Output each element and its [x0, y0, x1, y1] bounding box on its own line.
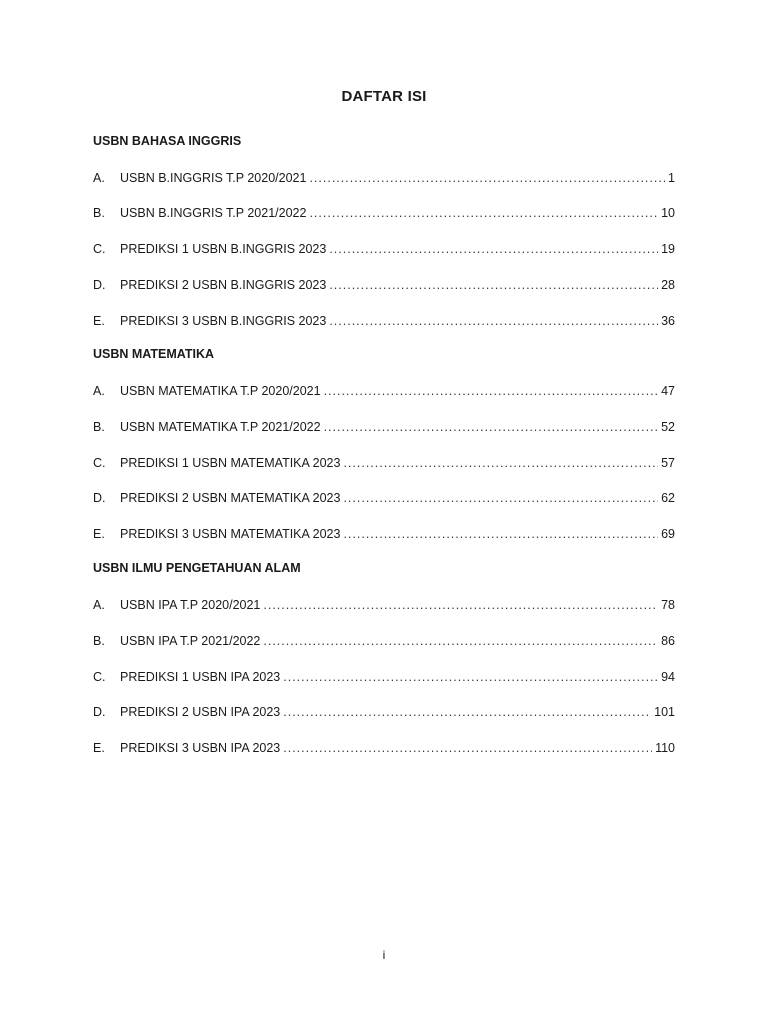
toc-dot-leader [283, 668, 658, 686]
toc-entry-label: PREDIKSI 1 USBN B.INGGRIS 2023 [120, 242, 327, 256]
toc-entry-letter: D. [93, 278, 106, 292]
toc-entry[interactable] [93, 240, 675, 258]
toc-dot-leader [343, 454, 658, 472]
toc-entry-label: USBN IPA T.P 2021/2022 [120, 634, 261, 648]
toc-entry-letter: D. [93, 491, 106, 505]
toc-dot-leader [309, 204, 658, 222]
toc-entry-letter: A. [93, 171, 105, 185]
toc-dot-leader [329, 276, 658, 294]
toc-entry[interactable] [93, 632, 675, 650]
toc-entry-label: USBN MATEMATIKA T.P 2021/2022 [120, 420, 321, 434]
toc-entry-letter: E. [93, 741, 105, 755]
toc-dot-leader [283, 703, 651, 721]
toc-entry[interactable] [93, 703, 675, 721]
toc-entry-label: PREDIKSI 2 USBN IPA 2023 [120, 705, 281, 719]
section-heading-matematika: USBN MATEMATIKA [93, 347, 215, 361]
toc-entry[interactable] [93, 739, 675, 757]
toc-entry-page: 69 [661, 527, 675, 541]
page-number: i [382, 948, 386, 962]
toc-entry-page: 1 [668, 171, 675, 185]
toc-entry[interactable] [93, 382, 675, 400]
section-heading-ipa: USBN ILMU PENGETAHUAN ALAM [93, 561, 301, 575]
toc-entry-letter: B. [93, 420, 105, 434]
toc-entry-page: 94 [661, 670, 675, 684]
toc-entry-letter: C. [93, 456, 106, 470]
toc-entry-letter: C. [93, 670, 106, 684]
toc-entry-label: PREDIKSI 3 USBN MATEMATIKA 2023 [120, 527, 341, 541]
toc-entry-letter: B. [93, 206, 105, 220]
toc-dot-leader [263, 596, 658, 614]
toc-entry-letter: A. [93, 384, 105, 398]
toc-dot-leader [309, 169, 665, 187]
toc-entry[interactable] [93, 204, 675, 222]
toc-entry-label: PREDIKSI 3 USBN IPA 2023 [120, 741, 281, 755]
toc-entry[interactable] [93, 454, 675, 472]
toc-dot-leader [263, 632, 658, 650]
toc-entry-page: 57 [661, 456, 675, 470]
toc-dot-leader [329, 240, 658, 258]
toc-entry-letter: C. [93, 242, 106, 256]
toc-entry-letter: B. [93, 634, 105, 648]
toc-entry-page: 110 [655, 741, 675, 755]
toc-entry-page: 52 [661, 420, 675, 434]
toc-dot-leader [283, 739, 652, 757]
toc-dot-leader [343, 525, 658, 543]
toc-entry-letter: E. [93, 527, 105, 541]
toc-entry[interactable] [93, 312, 675, 330]
toc-entry-page: 101 [654, 705, 675, 719]
toc-entry-letter: A. [93, 598, 105, 612]
toc-entry[interactable] [93, 418, 675, 436]
toc-entry[interactable] [93, 525, 675, 543]
toc-entry[interactable] [93, 668, 675, 686]
toc-entry-label: PREDIKSI 1 USBN MATEMATIKA 2023 [120, 456, 341, 470]
toc-entry-label: USBN B.INGGRIS T.P 2020/2021 [120, 171, 307, 185]
toc-entry[interactable] [93, 169, 675, 187]
toc-entry-label: USBN MATEMATIKA T.P 2020/2021 [120, 384, 321, 398]
toc-entry-label: PREDIKSI 3 USBN B.INGGRIS 2023 [120, 314, 327, 328]
toc-entry-label: USBN IPA T.P 2020/2021 [120, 598, 261, 612]
section-heading-bahasa-inggris: USBN BAHASA INGGRIS [93, 134, 242, 148]
toc-entry-page: 36 [661, 314, 675, 328]
toc-entry-page: 10 [661, 206, 675, 220]
toc-entry[interactable] [93, 489, 675, 507]
page-title: DAFTAR ISI [341, 88, 427, 105]
toc-entry-page: 86 [661, 634, 675, 648]
toc-entry-letter: E. [93, 314, 105, 328]
toc-entry-page: 28 [661, 278, 675, 292]
toc-entry-page: 78 [661, 598, 675, 612]
toc-entry-label: PREDIKSI 2 USBN B.INGGRIS 2023 [120, 278, 327, 292]
toc-entry-page: 62 [661, 491, 675, 505]
toc-entry-page: 47 [661, 384, 675, 398]
toc-dot-leader [343, 489, 658, 507]
toc-entry[interactable] [93, 276, 675, 294]
toc-entry-label: PREDIKSI 1 USBN IPA 2023 [120, 670, 281, 684]
toc-dot-leader [329, 312, 658, 330]
toc-entry-letter: D. [93, 705, 106, 719]
toc-entry-label: USBN B.INGGRIS T.P 2021/2022 [120, 206, 307, 220]
toc-entry[interactable] [93, 596, 675, 614]
toc-dot-leader [324, 418, 659, 436]
toc-entry-label: PREDIKSI 2 USBN MATEMATIKA 2023 [120, 491, 341, 505]
toc-dot-leader [324, 382, 659, 400]
toc-entry-page: 19 [661, 242, 675, 256]
